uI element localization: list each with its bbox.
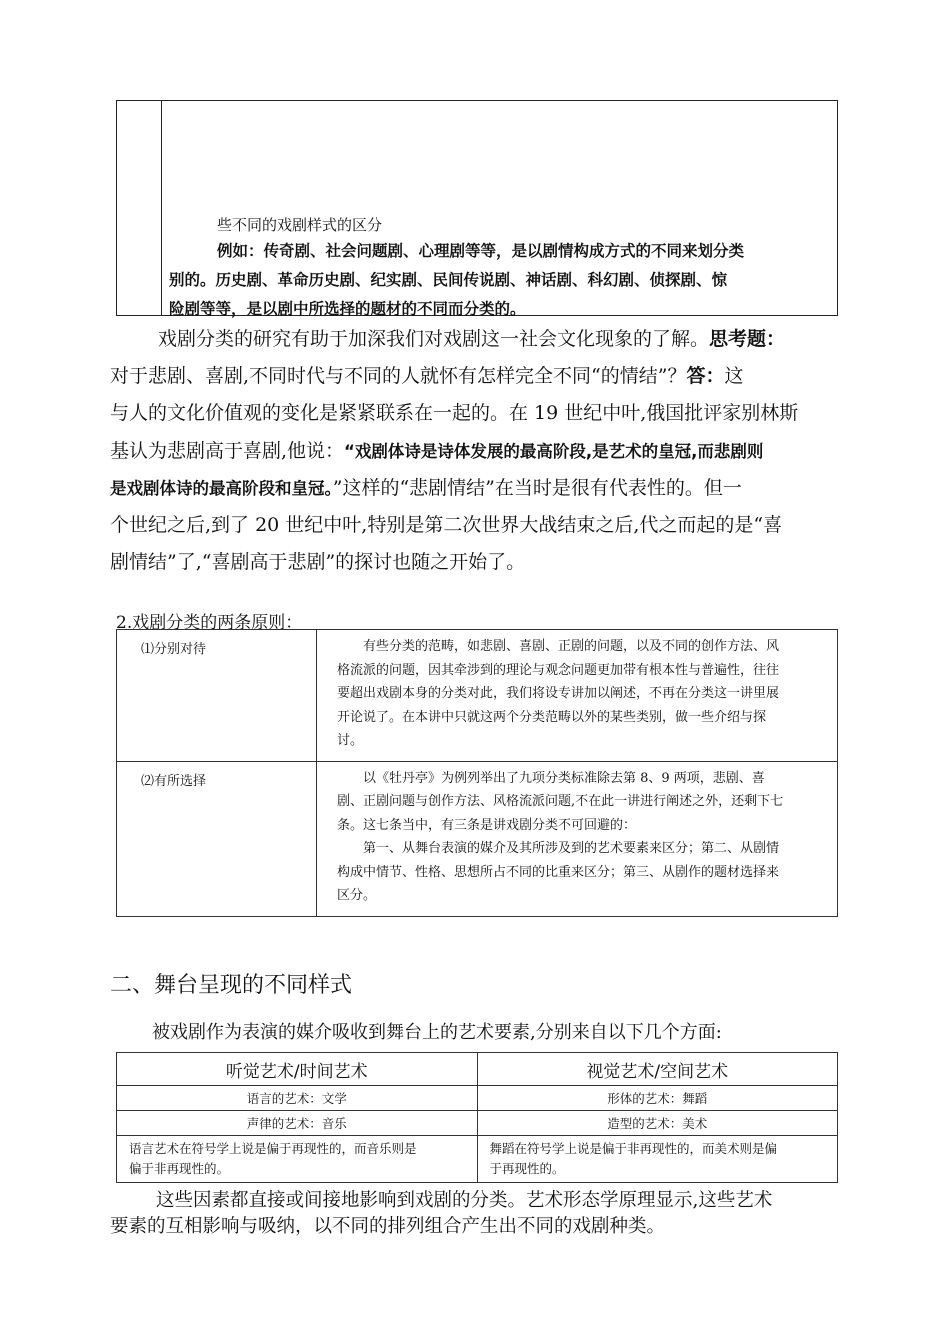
table-row bbox=[117, 1111, 838, 1136]
paragraph-line: 戏剧分类的研究有助于加深我们对戏剧这一社会文化现象的了解。思考题： bbox=[158, 328, 786, 350]
arts-table bbox=[116, 1052, 838, 1183]
column-header: 听觉艺术/时间艺术 bbox=[117, 1053, 478, 1086]
table-divider bbox=[161, 101, 162, 315]
paragraph-line: 基认为悲剧高于喜剧,他说：“戏剧体诗是诗体发展的最高阶段,是艺术的皇冠,而悲剧则 bbox=[110, 439, 764, 462]
section-intro: 被戏剧作为表演的媒介吸收到舞台上的艺术要素,分别来自以下几个方面: bbox=[152, 1022, 722, 1043]
table-cell: 造型的艺术：美术 bbox=[477, 1111, 838, 1136]
top-table bbox=[116, 100, 838, 316]
table-row bbox=[117, 630, 838, 762]
table-cell: 舞蹈在符号学上说是偏于非再现性的，而美术则是偏 于再现性的。 bbox=[477, 1136, 838, 1183]
principle-name: ⑴分别对待 bbox=[117, 630, 317, 762]
table-cell: 语言艺术在符号学上说是偏于再现性的，而音乐则是 偏于非再现性的。 bbox=[117, 1136, 478, 1183]
principle-body: 有些分类的范畴，如悲剧、喜剧、正剧的问题，以及不同的创作方法、风 格流派的问题，因其牵涉到的理论与观念问题更加带有根本性与普遍性，往往 要超出戏剧本身的分类对此，我们将设专讲加以阐述，不再在分类这一讲里展 开论说了。在本讲中只就这两个分类范畴以外的某些类别，做一些介绍与探 讨。 bbox=[317, 630, 838, 762]
paragraph-line: 要素的互相影响与吸纳，以不同的排列组合产生出不同的戏剧种类。 bbox=[110, 1216, 666, 1237]
table-header-row bbox=[117, 1053, 838, 1086]
paragraph-line: 与人的文化价值观的变化是紧紧联系在一起的。在 19 世纪中叶,俄国批评家别林斯 bbox=[110, 402, 799, 425]
table-cell: 形体的艺术：舞蹈 bbox=[477, 1086, 838, 1111]
table-cell: 声律的艺术：音乐 bbox=[117, 1111, 478, 1136]
table-bold-line: 例如：传奇剧、社会问题剧、心理剧等等，是以剧情构成方式的不同来划分类 bbox=[217, 242, 745, 260]
table-bold-line: 别的。历史剧、革命历史剧、纪实剧、民间传说剧、神话剧、科幻剧、侦探剧、惊 bbox=[169, 271, 728, 289]
principles-table bbox=[116, 629, 838, 917]
closing-paragraph bbox=[110, 1188, 850, 1240]
table-cell: 语言的艺术：文学 bbox=[117, 1086, 478, 1111]
paragraph-line: 个世纪之后,到了 20 世纪中叶,特别是第二次世界大战结束之后,代之而起的是“喜 bbox=[110, 514, 783, 537]
table-cell-text bbox=[169, 213, 831, 324]
table-text-line: 些不同的戏剧样式的区分 bbox=[217, 216, 383, 234]
principle-body: 以《牡丹亭》为例列举出了九项分类标准除去第 8、9 两项，悲剧、喜 剧、正剧问题与创作方法、风格流派问题,不在此一讲进行阐述之外，还剩下七 条。这七条当中，有三条是讲戏剧分类不可回避的： 第一、从舞台表演的媒介及其所涉及到的艺术要素来区分；第二、从剧情 构成中情节、性格、思想所占不同的比重来区分；第三、从剧作的题材选择来 区分。 bbox=[317, 761, 838, 916]
section-title: 二、舞台呈现的不同样式 bbox=[110, 973, 353, 998]
table-row bbox=[117, 761, 838, 916]
paragraph-line: 这些因素都直接或间接地影响到戏剧的分类。艺术形态学原理显示,这些艺术 bbox=[156, 1190, 773, 1211]
body-paragraph bbox=[110, 321, 850, 581]
paragraph-line: 是戏剧体诗的最高阶段和皇冠。”这样的“悲剧情结”在当时是很有代表性的。但一 bbox=[110, 476, 742, 499]
table-bold-text bbox=[169, 237, 831, 324]
column-header: 视觉艺术/空间艺术 bbox=[477, 1053, 838, 1086]
principle-name: ⑵有所选择 bbox=[117, 761, 317, 916]
table-row bbox=[117, 1136, 838, 1183]
paragraph-line: 剧情结”了,“喜剧高于悲剧”的探讨也随之开始了。 bbox=[110, 551, 526, 574]
paragraph-line: 对于悲剧、喜剧,不同时代与不同的人就怀有怎样完全不同“的情结”？答：这 bbox=[110, 365, 744, 388]
principles-title: 2.戏剧分类的两条原则： bbox=[116, 613, 303, 633]
table-row bbox=[117, 1086, 838, 1111]
table-bold-line: 险剧等等，是以剧中所选择的题材的不同而分类的。 bbox=[169, 300, 526, 318]
